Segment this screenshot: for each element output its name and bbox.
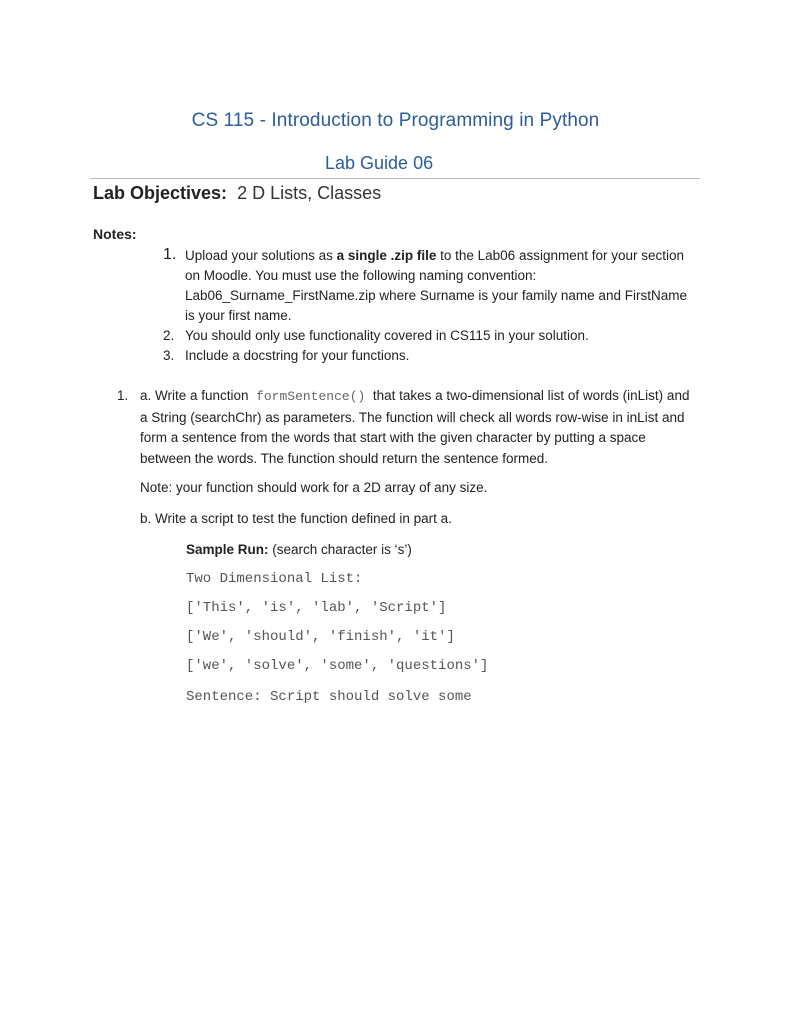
note-text: You should only use functionality covered in CS115 in your solution. [185,328,589,343]
sample-run-label: Sample Run: [186,542,269,557]
document-subtitle: Lab Guide 06 [325,153,434,173]
function-name: formSentence() [256,389,366,404]
lab-objectives [93,183,381,204]
question-number: 1. [117,388,129,403]
document-title: CS 115 - Introduction to Programming in Python [191,110,600,131]
notes-label: Notes: [93,226,137,242]
note-emphasis: a single .zip file [336,248,437,263]
note-number: 2. [163,328,175,343]
note-number: 1. [163,246,177,263]
title-divider [90,178,700,179]
note-number: 3. [163,348,175,363]
sample-output-line: ['This', 'is', 'lab', 'Script'] [186,600,447,616]
sample-output-line: ['we', 'solve', 'some', 'questions'] [186,658,489,674]
objectives-label: Lab Objectives: [93,183,228,203]
note-item-2 [163,326,703,346]
question-part-a: a. Write a function formSentence() that takes a two-dimensional list of words (inList) and a String (searchChr) as parameters. The function will check all words row-wise in inList and form a sentence from the words that start with the given character by putting a space between the words. The function should return the sentence formed. [140,388,690,466]
sample-run-heading [186,542,412,557]
note-item-1 [163,246,703,328]
sample-output-line: Sentence: Script should solve some [186,689,472,705]
question-note: Note: your function should work for a 2D array of any size. [140,480,488,495]
sample-output-line: ['We', 'should', 'finish', 'it'] [186,629,455,645]
question-part-b: b. Write a script to test the function defined in part a. [140,511,452,526]
note-text: Upload your solutions as a single .zip file to the Lab06 assignment for your section on Moodle. You must use the following naming convention: Lab06_Surname_FirstName.zip where Surname is your family name and FirstName is your first name. [185,248,687,323]
note-item-3 [163,346,703,366]
sample-output-line: Two Dimensional List: [186,571,363,587]
objectives-value: 2 D Lists, Classes [237,183,382,203]
sample-run-desc: (search character is ‘s’) [272,542,412,557]
note-text: Include a docstring for your functions. [185,348,410,363]
